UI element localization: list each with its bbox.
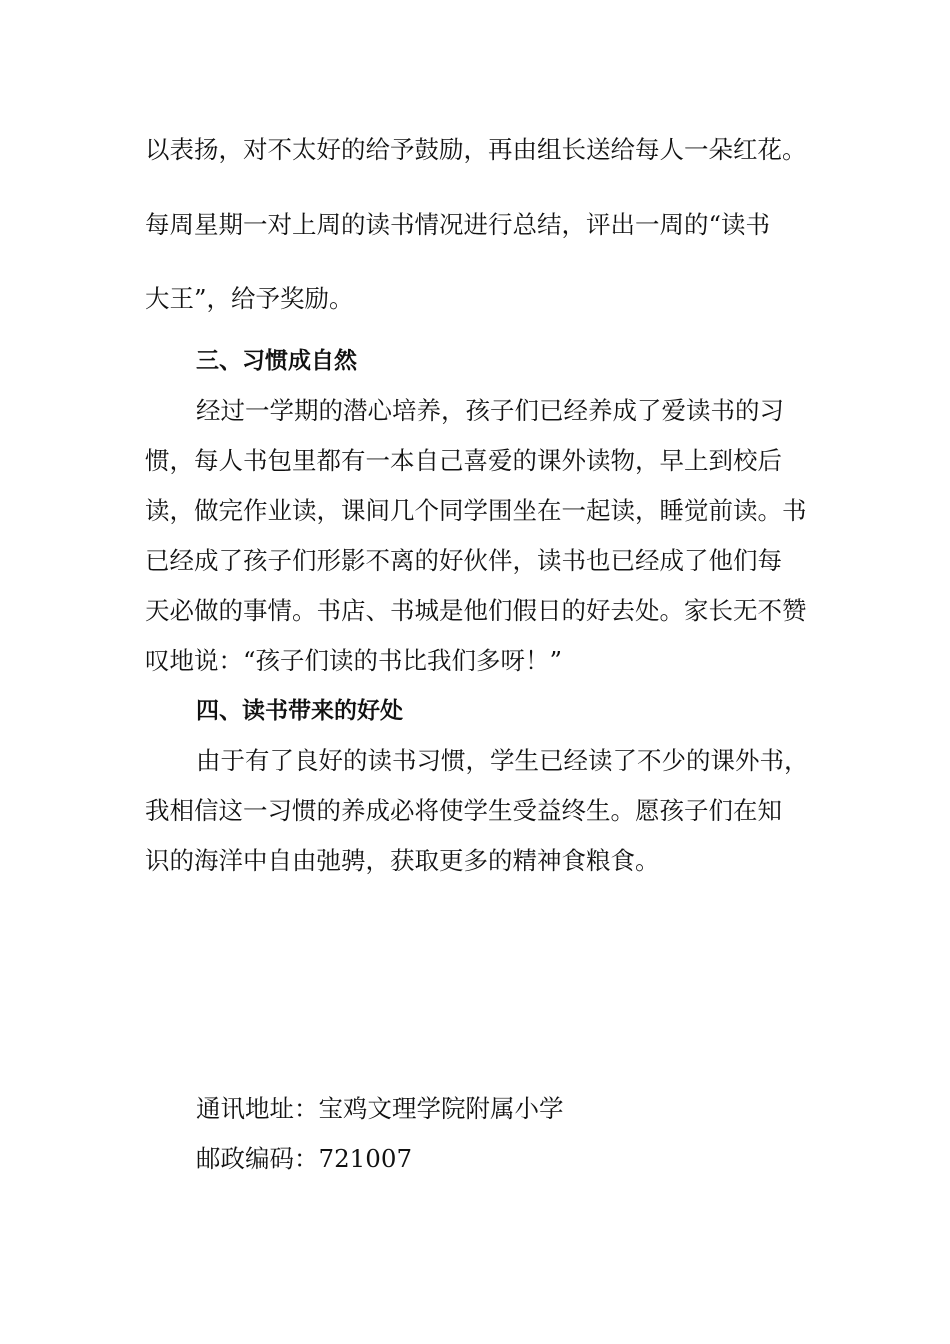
paragraph-line: 识的海洋中自由弛骋，获取更多的精神食粮食。 [145, 846, 660, 875]
paragraph-line: 由于有了良好的读书习惯，学生已经读了不少的课外书， [196, 746, 809, 775]
paragraph-line: 大王”，给予奖励。 [145, 284, 354, 313]
paragraph-line: 每周星期一对上周的读书情况进行总结，评出一周的“读书 [145, 210, 771, 239]
paragraph-line: 惯，每人书包里都有一本自己喜爱的课外读物，早上到校后 [145, 446, 782, 475]
paragraph-line: 以表扬，对不太好的给予鼓励，再由组长送给每人一朵红花。 [145, 135, 807, 164]
postcode-label: 邮政编码： [196, 1144, 319, 1173]
address-row [196, 1093, 564, 1125]
address-value: 宝鸡文理学院附属小学 [318, 1094, 564, 1123]
postcode-row [196, 1143, 412, 1175]
paragraph-line: 叹地说：“孩子们读的书比我们多呀！” [145, 646, 563, 675]
paragraph-line: 天必做的事情。书店、书城是他们假日的好去处。家长无不赞 [145, 596, 807, 625]
address-label: 通讯地址： [196, 1094, 319, 1123]
paragraph-line: 经过一学期的潜心培养，孩子们已经养成了爱读书的习 [196, 396, 784, 425]
paragraph-line: 已经成了孩子们形影不离的好伙伴，读书也已经成了他们每 [145, 546, 782, 575]
postcode-value: 721007 [318, 1144, 413, 1173]
section-heading-3: 三、习惯成自然 [196, 348, 357, 374]
paragraph-line: 我相信这一习惯的养成必将使学生受益终生。愿孩子们在知 [145, 796, 782, 825]
section-heading-4: 四、读书带来的好处 [196, 698, 403, 724]
paragraph-line: 读，做完作业读，课间几个同学围坐在一起读，睡觉前读。书 [145, 496, 807, 525]
